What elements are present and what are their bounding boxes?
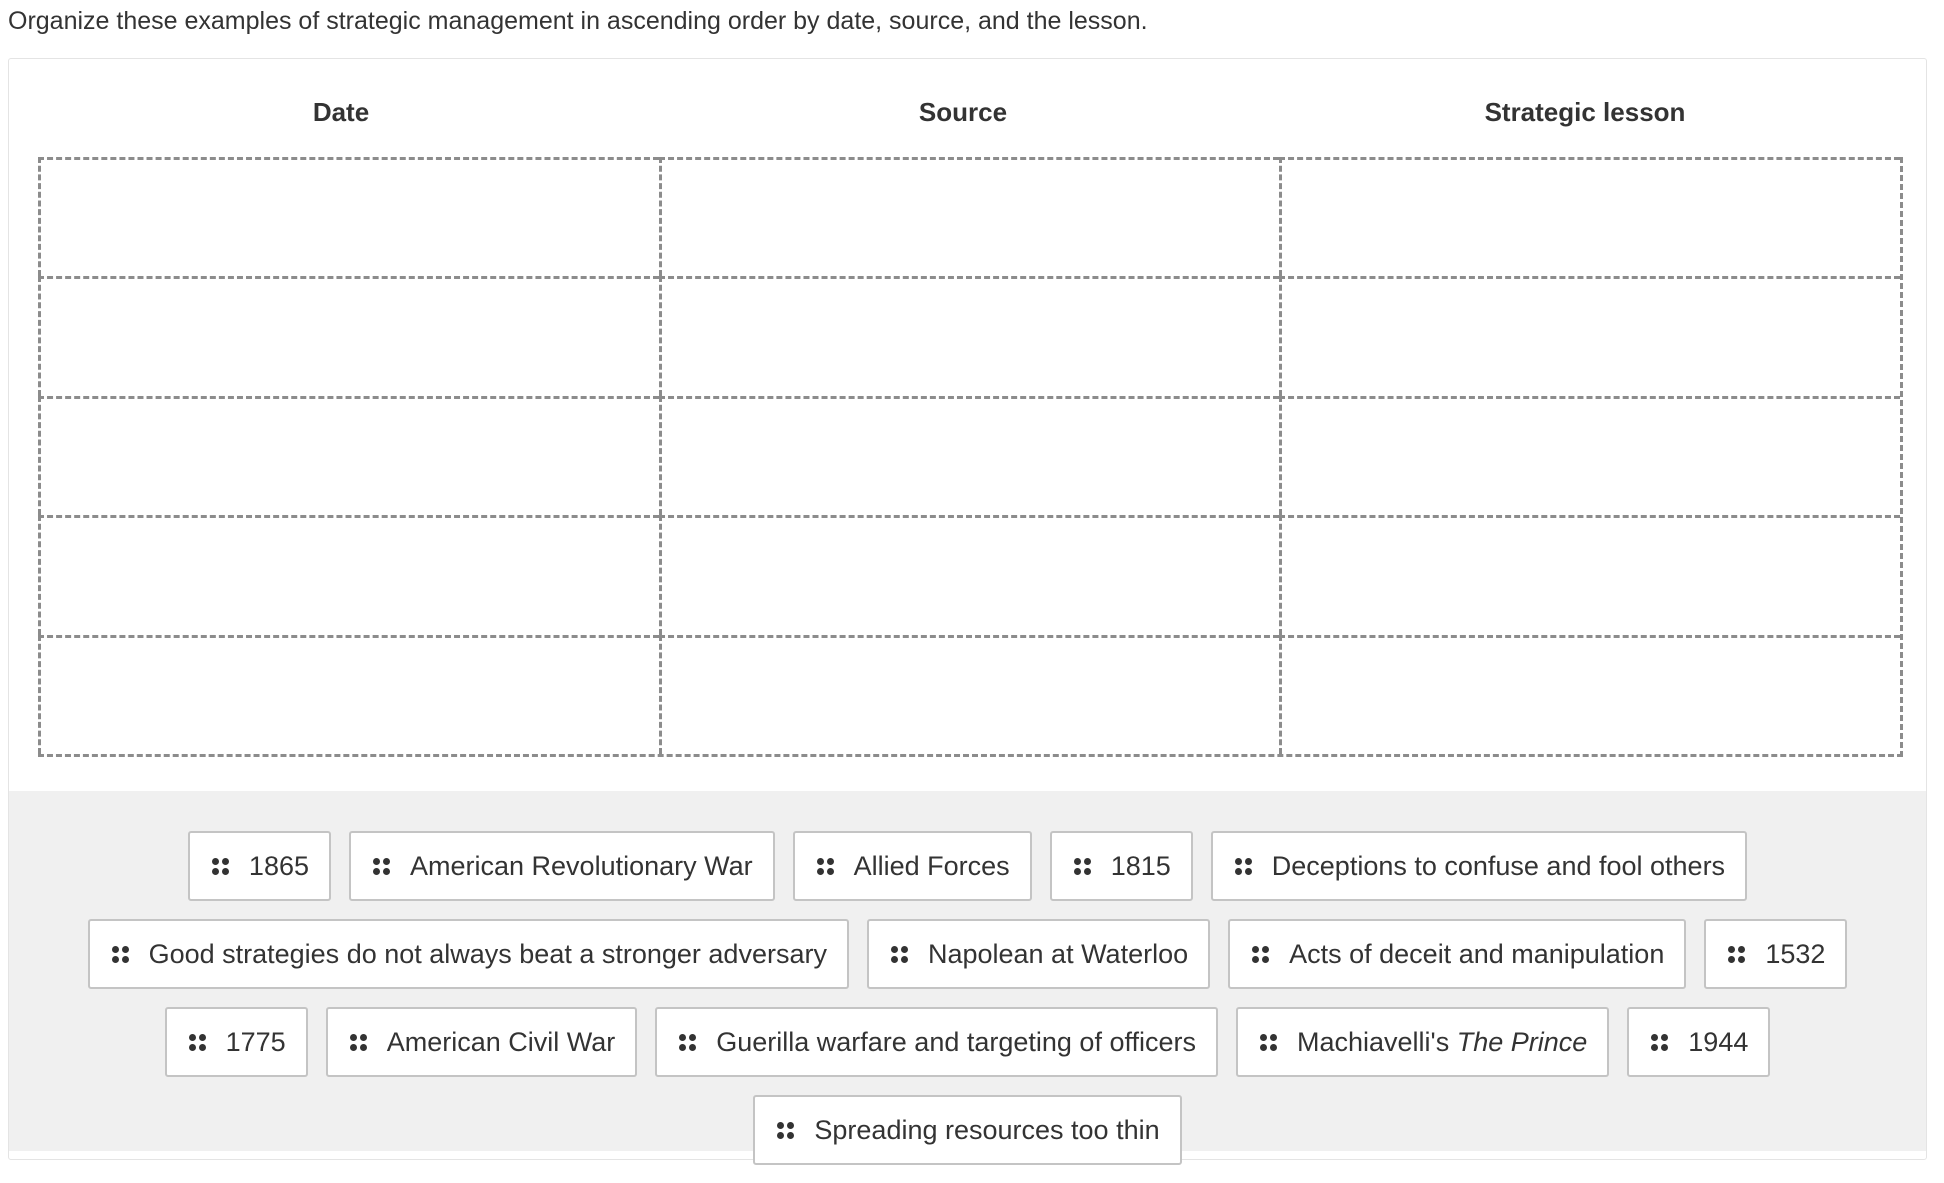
drag-handle-icon — [1260, 1034, 1277, 1051]
chip-label: American Revolutionary War — [410, 850, 753, 881]
drag-handle-icon — [1074, 858, 1091, 875]
answer-bank-row — [9, 1095, 1926, 1165]
chip-label: 1944 — [1688, 1026, 1749, 1057]
draggable-answer-chip[interactable] — [1704, 919, 1847, 989]
chip-label: Machiavelli's The Prince — [1297, 1026, 1588, 1057]
drag-handle-icon — [1235, 858, 1252, 875]
drag-handle-icon — [212, 858, 229, 875]
draggable-answer-chip[interactable] — [1236, 1007, 1609, 1077]
drop-cell-strategic-lesson-row-5[interactable] — [1279, 635, 1900, 754]
drag-handle-icon — [373, 858, 390, 875]
drop-cell-strategic-lesson-row-3[interactable] — [1279, 396, 1900, 515]
draggable-answer-chip[interactable] — [349, 831, 775, 901]
drop-cell-strategic-lesson-row-2[interactable] — [1279, 276, 1900, 395]
answer-bank — [9, 791, 1926, 1151]
drag-handle-icon — [112, 946, 129, 963]
draggable-answer-chip[interactable] — [188, 831, 331, 901]
drop-cell-strategic-lesson-row-1[interactable] — [1279, 157, 1900, 276]
draggable-answer-chip[interactable] — [326, 1007, 638, 1077]
drop-cell-date-row-3[interactable] — [38, 396, 659, 515]
answer-bank-row — [9, 1007, 1926, 1077]
column-headers — [30, 92, 1896, 132]
drag-handle-icon — [679, 1034, 696, 1051]
drop-cell-source-row-5[interactable] — [659, 635, 1280, 754]
chip-label: Napolean at Waterloo — [927, 938, 1189, 969]
draggable-answer-chip[interactable] — [655, 1007, 1218, 1077]
draggable-answer-chip[interactable] — [793, 831, 1032, 901]
drag-handle-icon — [1651, 1034, 1668, 1051]
drag-handle-icon — [1728, 946, 1745, 963]
draggable-answer-chip[interactable] — [165, 1007, 308, 1077]
drop-zone-grid — [38, 157, 1903, 757]
drag-handle-icon — [777, 1122, 794, 1139]
drop-cell-source-row-1[interactable] — [659, 157, 1280, 276]
drop-cell-date-row-5[interactable] — [38, 635, 659, 754]
chip-label: Acts of deceit and manipulation — [1289, 938, 1665, 969]
draggable-answer-chip[interactable] — [1050, 831, 1193, 901]
drop-cell-date-row-2[interactable] — [38, 276, 659, 395]
column-header-date: Date — [312, 97, 370, 127]
chip-label: Guerilla warfare and targeting of officers — [716, 1026, 1196, 1057]
chip-label: Good strategies do not always beat a stronger adversary — [148, 938, 827, 969]
chip-label: 1532 — [1765, 938, 1826, 969]
drop-cell-source-row-3[interactable] — [659, 396, 1280, 515]
answer-bank-row — [9, 919, 1926, 989]
drag-handle-icon — [189, 1034, 206, 1051]
chip-label: Allied Forces — [853, 850, 1010, 881]
chip-label: Deceptions to confuse and fool others — [1271, 850, 1726, 881]
instructions-text: Organize these examples of strategic management in ascending order by date, source, and the lesson. — [8, 7, 1148, 35]
column-header-strategic-lesson: Strategic lesson — [1484, 97, 1686, 127]
drop-cell-strategic-lesson-row-4[interactable] — [1279, 515, 1900, 634]
draggable-answer-chip[interactable] — [1211, 831, 1747, 901]
draggable-answer-chip[interactable] — [867, 919, 1210, 989]
drop-cell-date-row-4[interactable] — [38, 515, 659, 634]
chip-label: 1775 — [225, 1026, 286, 1057]
drop-cell-source-row-4[interactable] — [659, 515, 1280, 634]
drag-handle-icon — [817, 858, 834, 875]
draggable-answer-chip[interactable] — [753, 1095, 1181, 1165]
draggable-answer-chip[interactable] — [1228, 919, 1686, 989]
answer-bank-rows — [9, 831, 1926, 1183]
answer-bank-row — [9, 831, 1926, 901]
draggable-answer-chip[interactable] — [1627, 1007, 1770, 1077]
column-header-source: Source — [918, 97, 1008, 127]
drag-handle-icon — [891, 946, 908, 963]
chip-label: 1815 — [1110, 850, 1171, 881]
drag-handle-icon — [350, 1034, 367, 1051]
drop-cell-date-row-1[interactable] — [38, 157, 659, 276]
drag-handle-icon — [1252, 946, 1269, 963]
chip-label: American Civil War — [386, 1026, 616, 1057]
draggable-answer-chip[interactable] — [88, 919, 849, 989]
chip-label: Spreading resources too thin — [814, 1114, 1160, 1145]
drop-cell-source-row-2[interactable] — [659, 276, 1280, 395]
chip-label: 1865 — [248, 850, 309, 881]
